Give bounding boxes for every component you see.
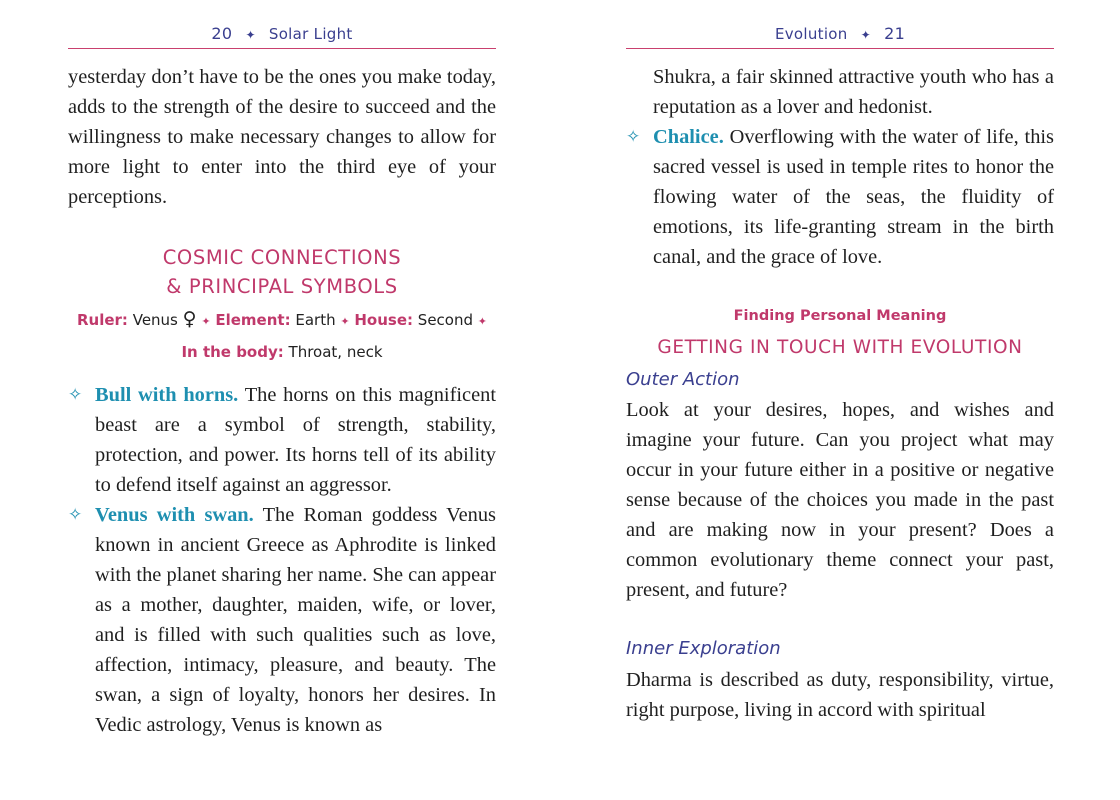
bullet-term: Venus with swan.	[95, 504, 254, 526]
bullet-term: Chalice.	[653, 126, 724, 148]
cosmic-connections-heading	[68, 243, 496, 301]
continued-paragraph: Shukra, a fair skinned attractive youth who has a reputation as a lover and hedonist.	[653, 66, 1054, 118]
in-the-body-row	[68, 337, 496, 367]
house-label: House:	[354, 311, 414, 329]
separator-star-icon: ✦	[860, 28, 872, 42]
separator-star-icon: ✦	[340, 315, 350, 328]
bullet-text	[653, 122, 1054, 272]
element-value: Earth	[295, 311, 336, 329]
element-label: Element:	[215, 311, 291, 329]
ruler-element-house-row	[68, 304, 496, 337]
heading-line-1: COSMIC CONNECTIONS	[162, 246, 402, 269]
ruler-label: Ruler:	[76, 311, 128, 329]
bullet-text	[95, 380, 496, 500]
left-page	[68, 0, 496, 800]
sparkle-bullet-icon: ✧	[68, 505, 83, 525]
left-intro-paragraph: yesterday don’t have to be the ones you make today, adds to the strength of the desire to succeed and the willingness to make necessary changes to allow for more light to enter into the third eye of your perceptions.	[68, 66, 496, 208]
ruler-value: Venus	[132, 311, 178, 329]
bullet-term: Bull with horns.	[95, 384, 239, 406]
outer-action-heading: Outer Action	[626, 369, 740, 390]
bullet-description: Overflowing with the water of life, this sacred vessel is used in temple rites to honor the flowing water of the seas, the fluidity of emotions, its life-granting stream in the birth canal, and the grace of love.	[653, 126, 1054, 268]
bullet-description: The horns on this magnificent beast are a symbol of strength, stability, protection, and power. Its horns tell of its ability to defend itself against an aggressor.	[95, 384, 497, 496]
separator-star-icon: ✦	[201, 315, 211, 328]
outer-action-paragraph: Look at your desires, hopes, and wishes and imagine your future. Can you project what may occur in your future either in a positive or negative sense because of the choices you made in the past and are making now in your present? Does a common evolutionary theme connect your past, present, and future?	[626, 399, 1054, 601]
right-page	[626, 0, 1054, 800]
right-page-number: 21	[884, 24, 906, 43]
symbol-bullet-venus	[68, 500, 496, 740]
evolution-heading: GETTING IN TOUCH WITH EVOLUTION	[657, 337, 1023, 358]
sparkle-bullet-icon: ✧	[626, 127, 641, 147]
left-page-number: 20	[211, 24, 233, 43]
house-value: Second	[417, 311, 473, 329]
bullet-text	[95, 500, 496, 740]
separator-star-icon: ✦	[245, 28, 256, 42]
left-header-rule	[68, 48, 496, 49]
body-label: In the body:	[181, 343, 284, 361]
heading-line-2: & PRINCIPAL SYMBOLS	[166, 275, 398, 298]
right-header-rule	[626, 48, 1054, 49]
symbol-bullet-bull	[68, 380, 496, 500]
left-running-head	[68, 24, 496, 43]
body-value: Throat, neck	[288, 343, 383, 361]
kicker-heading: Finding Personal Meaning	[733, 308, 947, 324]
symbol-bullet-chalice	[626, 122, 1054, 272]
venus-glyph-icon: ♀	[182, 308, 197, 330]
right-running-head	[626, 24, 1054, 43]
separator-star-icon: ✦	[477, 315, 487, 328]
correspondences-line	[68, 304, 496, 367]
sparkle-bullet-icon: ✧	[68, 385, 83, 405]
inner-exploration-paragraph: Dharma is described as duty, responsibility, virtue, right purpose, living in accord with spiritual	[626, 669, 1054, 721]
inner-exploration-heading: Inner Exploration	[626, 638, 781, 659]
bullet-description: The Roman goddess Venus known in ancient Greece as Aphrodite is linked with the planet sharing her name. She can appear as a mother, daughter, maiden, wife, or lover, and is filled with such qualities such as love, affection, intimacy, pleasure, and beauty. The swan, a sign of loyalty, honors her desires. In Vedic astrology, Venus is known as	[95, 504, 496, 736]
right-running-title: Evolution	[774, 25, 848, 43]
left-running-title: Solar Light	[268, 25, 353, 43]
